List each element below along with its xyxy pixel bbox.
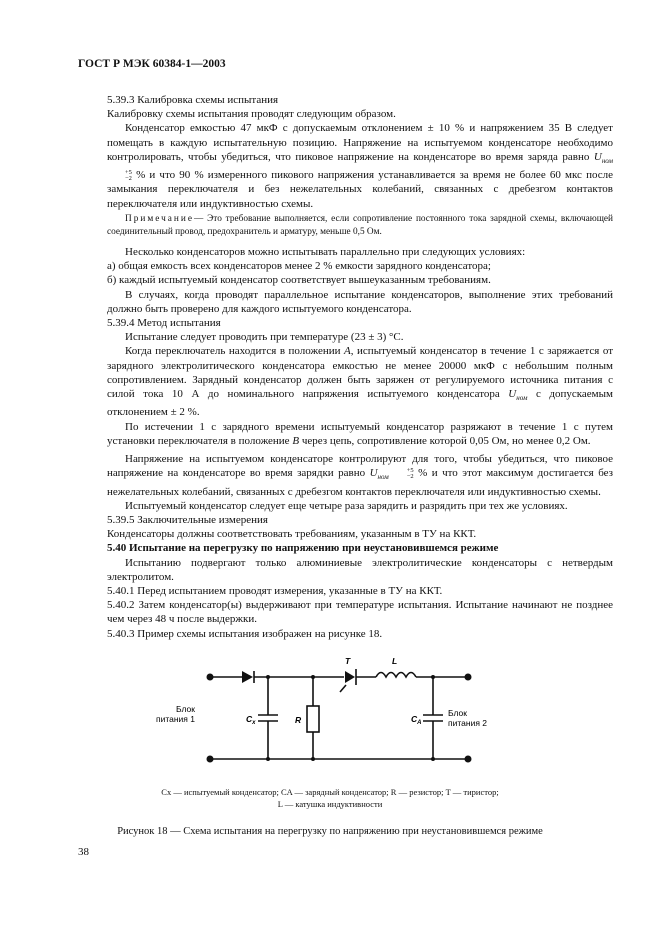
inductor-coil [376, 673, 416, 678]
junction [266, 757, 270, 761]
paragraph: Конденсаторы должны соответствовать требованиям, указанным в ТУ на ККТ. [107, 528, 477, 541]
junction [311, 675, 315, 679]
junction [266, 675, 270, 679]
page-number: 38 [78, 846, 89, 858]
note-text: — Это требование выполняется, если сопротивление постоянного тока зарядной схемы, включающей соединительный провод, предохранитель и арматуру, меньше 0,5 Ом. [107, 214, 613, 237]
paragraph: В случаях, когда проводят параллельное испытание конденсаторов, выполнение этих требований должно быть проверено для каждого испытуемого конденсатора. [107, 288, 613, 315]
thyristor-gate [340, 685, 346, 692]
legend-line-2: L — катушка индуктивности [277, 799, 383, 809]
paragraph: Испытанию подвергают только алюминиевые электролитические конденсаторы с нетвердым электролитом. [107, 556, 613, 583]
section-5-40-2: 5.40.2 Затем конденсатор(ы) выдерживают при температуре испытания. Испытание начинают не позднее чем через 48 ч после выдержки. [107, 599, 613, 626]
paragraph: Несколько конденсаторов можно испытывать параллельно при следующих условиях: [125, 246, 526, 258]
resistor-body [307, 706, 319, 732]
junction [311, 757, 315, 761]
figure-legend [60, 786, 600, 810]
u-nom-symbol: $U_{ном}$ [593, 150, 614, 165]
terminal-1-bottom [207, 756, 214, 763]
tolerance: +5 −2 [125, 168, 132, 182]
r-label: R [295, 715, 302, 725]
section-5-40-title: 5.40 Испытание на перегрузку по напряжению при неустановившемся режиме [107, 542, 499, 555]
document-header: ГОСТ Р МЭК 60384-1—2003 [78, 58, 226, 70]
section-5-40-3: 5.40.3 Пример схемы испытания изображен на рисунке 18. [107, 627, 383, 640]
list-item-b: б) каждый испытуемый конденсатор соответствует вышеуказанным требованиям. [107, 274, 491, 287]
terminal-1-top [207, 674, 214, 681]
section-5-39-4-title: 5.39.4 Метод испытания [107, 317, 221, 330]
paragraph: Испытуемый конденсатор следует еще четыре раза зарядить и разрядить при тех же условиях. [125, 499, 568, 512]
section-5-39-3-title: 5.39.3 Калибровка схемы испытания [107, 94, 279, 106]
text-block-1 [107, 93, 613, 211]
diode-icon [242, 671, 253, 683]
legend-line-1: Cx — испытуемый конденсатор; CA — зарядный конденсатор; R — резистор; T — тиристор; [161, 787, 499, 797]
paragraph-temperature: Испытание следует проводить при температуре (23 ± 3) °С. [125, 331, 404, 344]
paragraph: Калибровку схемы испытания проводят следующим образом. [107, 108, 396, 121]
paragraph-method: Когда переключатель находится в положении A, испытуемый конденсатор в течение 1 с заряжается от зарядного электролитического конденсатора емкостью не менее 20000 мкФ с небольшим полным сопротивлением. Зарядный конденсатор должен быть заряжен от регулируемого источника питания с силой тока 10 А до номинального напряжения испытуемого конденсатора $U_{ном}$ с допускаемым отклонением ± 2 %. [107, 345, 613, 419]
supply-1-label-l1: Блок [176, 704, 195, 714]
list-item-a: а) общая емкость всех конденсаторов менее 2 % емкости зарядного конденсатора; [107, 260, 491, 273]
figure-caption: Рисунок 18 — Схема испытания на перегрузку по напряжению при неустановившемся режиме [117, 826, 543, 837]
paragraph-discharge: По истечении 1 с зарядного времени испытуемый конденсатор разряжают в течение 1 с путем установки переключателя в положение B через цепь, сопротивление которой 0,05 Ом, но менее 0,2 Ом. [107, 420, 613, 447]
section-5-39-5-title: 5.39.5 Заключительные измерения [107, 514, 268, 527]
note-block [107, 213, 613, 238]
junction [431, 757, 435, 761]
text-block-2 [107, 245, 613, 641]
supply-1-label-l2: питания 1 [155, 714, 195, 724]
junction [431, 675, 435, 679]
paragraph-calibration: Конденсатор емкостью 47 мкФ с допускаемым отклонением ± 10 % и напряжением 35 В следует помещать в каждую испытательную позицию. Напряжение на испытуемом конденсаторе необходимо контролировать, чтобы убедиться, что пиковое напряжение на конденсаторе во время заряда равно $U_{ном}$ +5 −2 % и что 90 % измеренного пикового напряжения устанавливается за время не более 60 мкс после замыкания переключателя и без нежелательных колебаний, связанных с дребезгом контактов переключателя или индуктивностью схемы. [107, 122, 614, 210]
l-label: L [392, 656, 398, 666]
supply-2-label-l1: Блок [448, 708, 467, 718]
cx-label: $C_x$ [246, 714, 256, 726]
paragraph-monitoring: Напряжение на испытуемом конденсаторе контролируют для того, чтобы убедиться, что пиковое напряжение на конденсаторе во время зарядки равно $U_{ном}$ +5 −2 % и что этот максимум достигается без нежелательных колебаний, связанных с дребезгом контактов переключателя или индуктивностью схемы. [107, 453, 614, 498]
section-5-40-1: 5.40.1 Перед испытанием проводят измерения, указанные в ТУ на ККТ. [107, 585, 443, 598]
supply-2-label-l2: питания 2 [448, 718, 488, 728]
test-circuit-diagram [150, 648, 490, 778]
thyristor-icon [345, 671, 355, 683]
terminal-2-top [465, 674, 472, 681]
ca-label: $C_A$ [411, 714, 422, 726]
note-label: Примечание [125, 214, 194, 224]
terminal-2-bottom [465, 756, 472, 763]
t-label: T [345, 656, 351, 666]
